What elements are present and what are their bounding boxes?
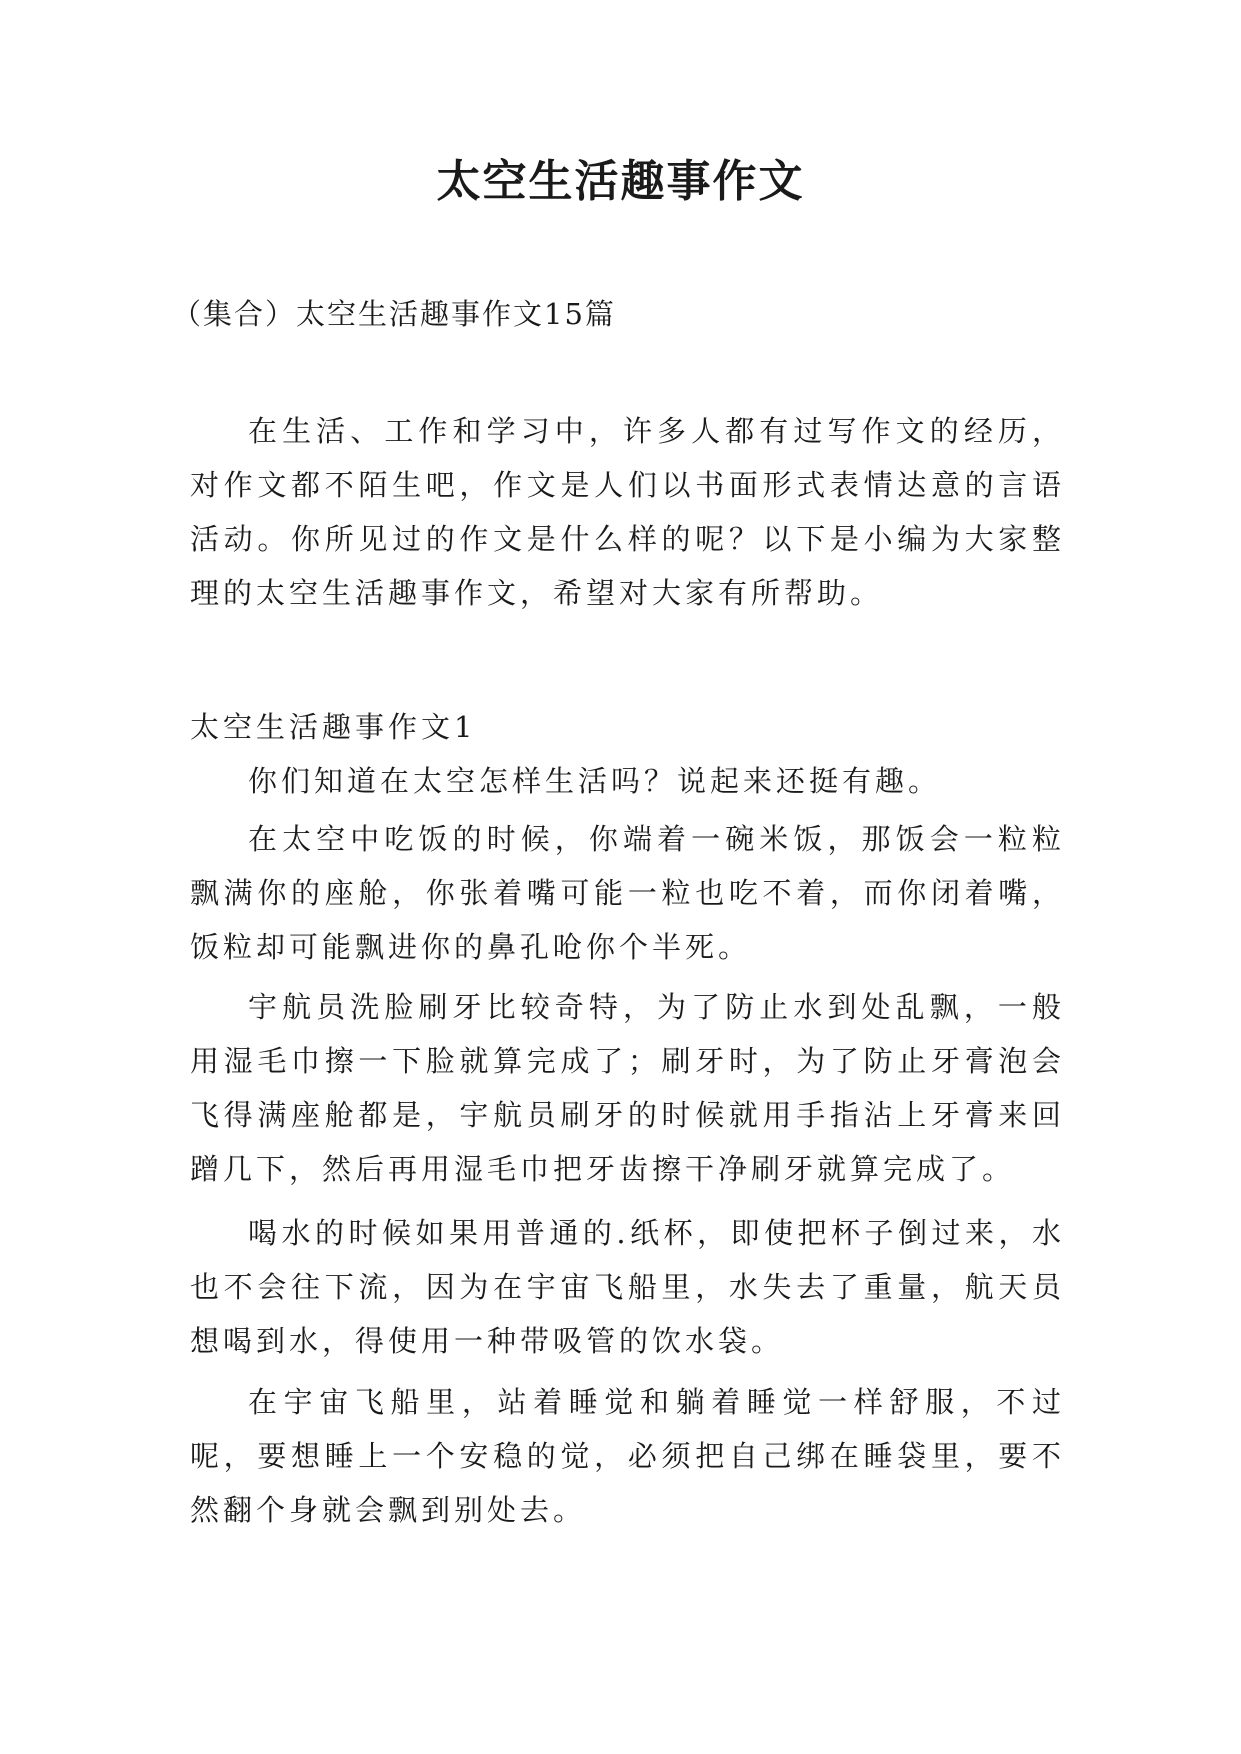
paragraph-5: 在宇宙飞船里，站着睡觉和躺着睡觉一样舒服，不过呢，要想睡上一个安稳的觉，必须把自己绑在睡袋里，要不然翻个身就会飘到别处去。: [190, 1385, 1065, 1527]
intro-paragraph: 在生活、工作和学习中，许多人都有过写作文的经历，对作文都不陌生吧，作文是人们以书面形式表情达意的言语活动。你所见过的作文是什么样的呢？以下是小编为大家整理的太空生活趣事作文，希望对大家有所帮助。: [190, 414, 1065, 610]
paragraph-4: 喝水的时候如果用普通的.纸杯，即使把杯子倒过来，水也不会往下流，因为在宇宙飞船里，水失去了重量，航天员想喝到水，得使用一种带吸管的饮水袋。: [190, 1216, 1065, 1358]
document-subtitle: （集合）太空生活趣事作文15篇: [172, 297, 616, 331]
paragraph-2: 在太空中吃饭的时候，你端着一碗米饭，那饭会一粒粒飘满你的座舱，你张着嘴可能一粒也吃不着，而你闭着嘴，饭粒却可能飘进你的鼻孔呛你个半死。: [190, 822, 1065, 964]
document-title: 太空生活趣事作文: [436, 156, 805, 207]
section-heading: 太空生活趣事作文1: [190, 710, 477, 744]
paragraph-3: 宇航员洗脸刷牙比较奇特，为了防止水到处乱飘，一般用湿毛巾擦一下脸就算完成了；刷牙时，为了防止牙膏泡会飞得满座舱都是，宇航员刷牙的时候就用手指沾上牙膏来回蹭几下，然后再用湿毛巾把牙齿擦干净刷牙就算完成了。: [190, 990, 1065, 1186]
paragraph-1: 你们知道在太空怎样生活吗？说起来还挺有趣。: [248, 764, 942, 798]
